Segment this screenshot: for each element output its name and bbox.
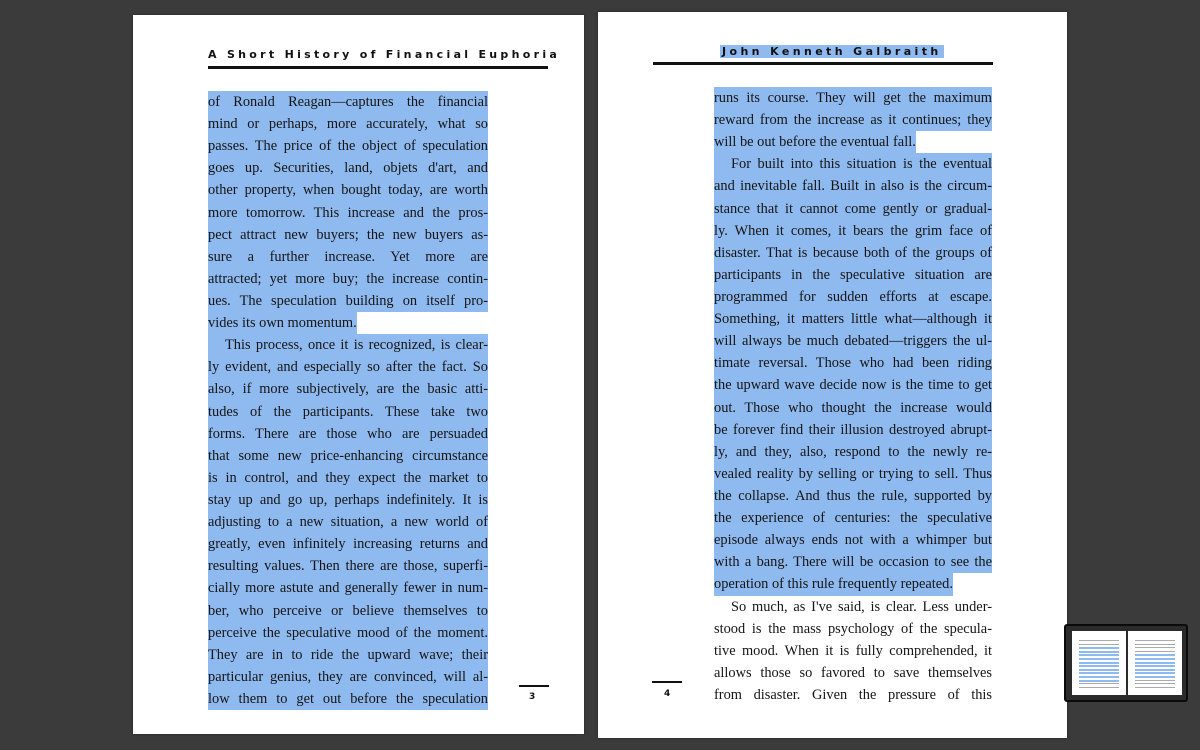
highlighted-text-line[interactable]: ues. The speculation building on itself pro- bbox=[208, 290, 488, 312]
thumbnail-line bbox=[1079, 683, 1119, 684]
highlighted-text-line[interactable]: programmed for sudden efforts at escape. bbox=[714, 286, 992, 308]
right-page bbox=[598, 12, 1067, 738]
highlighted-text-line[interactable]: greatly, even infinitely increasing returns and bbox=[208, 533, 488, 555]
thumbnail-line bbox=[1079, 654, 1119, 656]
highlighted-text-line[interactable]: will be out before the eventual fall. bbox=[714, 131, 916, 153]
highlighted-text-line[interactable]: operation of this rule frequently repeated. bbox=[714, 573, 953, 595]
header-rule bbox=[208, 66, 548, 69]
thumbnail-line bbox=[1079, 662, 1119, 664]
thumbnail-line bbox=[1135, 654, 1175, 656]
thumbnail-line bbox=[1079, 665, 1119, 667]
highlighted-text-line[interactable]: sure a further increase. Yet more are bbox=[208, 246, 488, 268]
thumbnail-line bbox=[1079, 672, 1119, 674]
thumbnail-line bbox=[1135, 647, 1175, 648]
highlighted-text-line[interactable]: the upward wave decide now is the time to get bbox=[714, 374, 992, 396]
thumbnail-line bbox=[1135, 640, 1175, 641]
highlighted-text-line[interactable]: perceive the speculative mood of the moment. bbox=[208, 622, 488, 644]
thumbnail-page-left[interactable] bbox=[1072, 631, 1126, 695]
highlighted-text-line[interactable]: resulting values. Then there are those, superfi- bbox=[208, 555, 488, 577]
folio-rule bbox=[652, 681, 682, 683]
highlighted-text-line[interactable]: ly. When it comes, it bears the grim face of bbox=[714, 220, 992, 242]
highlighted-text-line[interactable]: vides its own momentum. bbox=[208, 312, 357, 334]
running-head: John Kenneth Galbraith bbox=[722, 45, 942, 58]
page-number: 3 bbox=[529, 692, 536, 702]
thumbnail-line bbox=[1079, 676, 1119, 678]
folio-rule bbox=[519, 685, 549, 687]
highlighted-text-line[interactable]: more tomorrow. This increase and the pros- bbox=[208, 202, 488, 224]
highlighted-text-line[interactable]: attracted; yet more buy; the increase contin- bbox=[208, 268, 488, 290]
highlighted-text-line[interactable]: forms. There are those who are persuaded bbox=[208, 423, 488, 445]
highlighted-text-line[interactable]: goes up. Securities, land, objets d'art, and bbox=[208, 157, 488, 179]
thumbnail-line bbox=[1079, 658, 1119, 660]
thumbnail-line bbox=[1135, 665, 1175, 667]
highlighted-text-line[interactable]: passes. The price of the object of speculation bbox=[208, 135, 488, 157]
thumbnail-line bbox=[1135, 669, 1175, 671]
running-head: A Short History of Financial Euphoria bbox=[208, 48, 561, 61]
thumbnail-line bbox=[1135, 683, 1175, 684]
highlighted-text-line[interactable]: stance that it cannot come gently or gradual- bbox=[714, 198, 992, 220]
highlighted-text-line[interactable]: the collapse. And thus the rule, supported by bbox=[714, 485, 992, 507]
thumbnail-line bbox=[1135, 658, 1175, 660]
highlighted-text-line[interactable]: vealed reality by selling or trying to sell. Thus bbox=[714, 463, 992, 485]
highlighted-text-line[interactable]: ly evident, and especially so after the fact. So bbox=[208, 356, 488, 378]
thumbnail-line bbox=[1079, 640, 1119, 641]
highlighted-text-line[interactable]: episode always ends not with a whimper but bbox=[714, 529, 992, 551]
thumbnail-line bbox=[1079, 647, 1119, 649]
highlighted-text-line[interactable]: ly, and they, also, respond to the newly re- bbox=[714, 441, 992, 463]
thumbnail-line bbox=[1135, 644, 1175, 645]
highlighted-text-line[interactable]: runs its course. They will get the maximum bbox=[714, 87, 992, 109]
thumbnail-line bbox=[1079, 687, 1119, 688]
highlighted-text-line[interactable]: other property, when bought today, are worth bbox=[208, 179, 488, 201]
thumbnail-line bbox=[1079, 669, 1119, 671]
highlighted-text-line[interactable]: timate reversal. Those who had been riding bbox=[714, 352, 992, 374]
text-line[interactable]: So much, as I've said, is clear. Less under- bbox=[731, 598, 992, 615]
thumbnail-line bbox=[1135, 651, 1175, 652]
highlighted-text-line[interactable]: Something, it matters little what—although it bbox=[714, 308, 992, 330]
highlighted-text-line[interactable]: disaster. That is because both of the groups of bbox=[714, 242, 992, 264]
highlighted-text-line[interactable]: adjusting to a new situation, a new world of bbox=[208, 511, 488, 533]
highlighted-text-line[interactable]: ber, who perceive or believe themselves to bbox=[208, 600, 488, 622]
header-rule bbox=[653, 62, 993, 65]
highlighted-text-line[interactable]: and inevitable fall. Built in also is the circum- bbox=[714, 175, 992, 197]
text-line[interactable]: tive mood. When it is fully comprehended, it bbox=[714, 642, 992, 659]
highlighted-text-line[interactable]: participants in the speculative situation are bbox=[714, 264, 992, 286]
highlighted-text-line[interactable]: also, if more subjectively, are the basic atti- bbox=[208, 378, 488, 400]
highlighted-text-line[interactable]: will always be much debated—triggers the ul- bbox=[714, 330, 992, 352]
thumbnail-line bbox=[1135, 680, 1175, 681]
highlighted-text-line[interactable]: stay up and go up, perhaps indefinitely. It is bbox=[208, 489, 488, 511]
highlighted-text-line[interactable]: cially more astute and generally fewer in num- bbox=[208, 577, 488, 599]
highlighted-text-line[interactable]: pect attract new buyers; the new buyers as- bbox=[208, 224, 488, 246]
left-page bbox=[133, 15, 584, 734]
thumbnail-line bbox=[1135, 672, 1175, 674]
thumbnail-page-right[interactable] bbox=[1128, 631, 1182, 695]
page-number: 4 bbox=[664, 689, 671, 699]
thumbnail-line bbox=[1079, 651, 1119, 653]
highlighted-text-line[interactable]: For built into this situation is the eventual bbox=[714, 153, 992, 175]
text-line[interactable]: stood is the mass psychology of the specula- bbox=[714, 620, 992, 637]
thumbnail-line bbox=[1079, 644, 1119, 645]
body-text[interactable] bbox=[208, 91, 488, 710]
highlighted-text-line[interactable]: low them to get out before the speculation bbox=[208, 688, 488, 710]
page-thumbnail-navigator[interactable] bbox=[1064, 624, 1188, 702]
highlighted-text-line[interactable]: particular genius, they are convinced, will al- bbox=[208, 666, 488, 688]
highlighted-text-line[interactable]: mind or perhaps, more accurately, what so bbox=[208, 113, 488, 135]
thumbnail-line bbox=[1079, 680, 1119, 682]
highlighted-text-line[interactable]: out. Those who thought the increase would bbox=[714, 397, 992, 419]
highlighted-text-line[interactable]: This process, once it is recognized, is clear- bbox=[208, 334, 488, 356]
text-line[interactable]: from disaster. Given the pressure of this bbox=[714, 686, 992, 703]
highlighted-text-line[interactable]: of Ronald Reagan—captures the financial bbox=[208, 91, 488, 113]
highlighted-text-line[interactable]: is in control, and they expect the market to bbox=[208, 467, 488, 489]
thumbnail-line bbox=[1135, 662, 1175, 664]
highlighted-text-line[interactable]: that some new price-enhancing circumstance bbox=[208, 445, 488, 467]
highlighted-text-line[interactable]: be forever find their illusion destroyed abrupt- bbox=[714, 419, 992, 441]
body-text[interactable] bbox=[714, 87, 992, 706]
highlighted-text-line[interactable]: reward from the increase as it continues; they bbox=[714, 109, 992, 131]
thumbnail-line bbox=[1135, 676, 1175, 678]
highlighted-text-line[interactable]: the experience of centuries: the speculative bbox=[714, 507, 992, 529]
highlighted-text-line[interactable]: They are in to ride the upward wave; their bbox=[208, 644, 488, 666]
highlighted-text-line[interactable]: with a bang. There will be occasion to see the bbox=[714, 551, 992, 573]
text-line[interactable]: allows those so favored to save themselves bbox=[714, 664, 992, 681]
highlighted-text-line[interactable]: tudes of the participants. These take two bbox=[208, 401, 488, 423]
thumbnail-line bbox=[1135, 687, 1175, 688]
